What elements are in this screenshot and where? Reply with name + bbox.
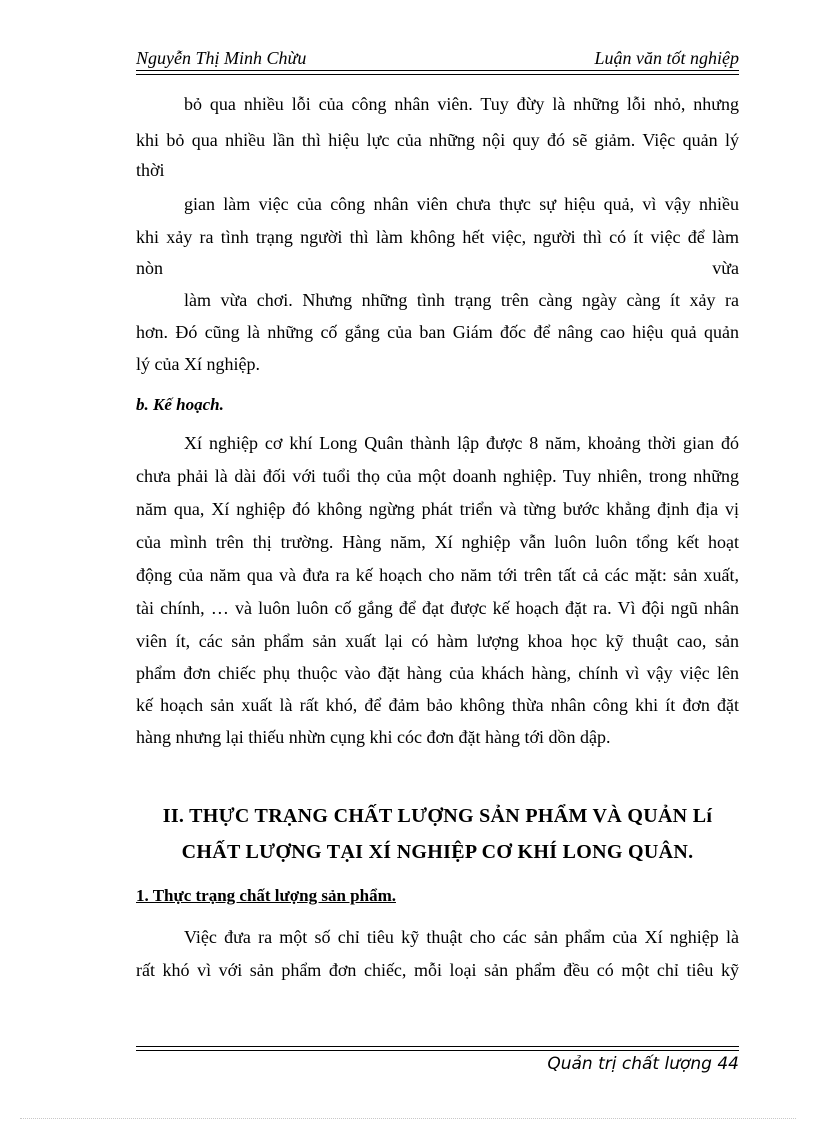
text-line: khi bỏ qua nhiều lần thì hiệu lực của những nội quy đó sẽ giảm. Việc quản lý [136, 130, 739, 150]
text-line: thời [136, 160, 165, 180]
text-line: hàng nhưng lại thiếu nhừn cụng khi cóc đơn đặt hàng tới dồn dập. [136, 727, 611, 747]
text-line-right: vừa [712, 258, 739, 278]
text-line: lý của Xí nghiệp. [136, 354, 260, 374]
page-header [136, 46, 739, 72]
sub-heading-quality-status: 1. Thực trạng chất lượng sản phẩm. [136, 886, 396, 905]
section-title-line-1: II. THỰC TRẠNG CHẤT LƯỢNG SẢN PHẨM VÀ QUẢN Lí [162, 805, 713, 827]
text-line: viên ít, các sản phẩm sản xuất lại có hàm lượng khoa học kỹ thuật cao, sản [136, 631, 739, 651]
text-line: của mình trên thị trường. Hàng năm, Xí nghiệp vẫn luôn luôn tổng kết hoạt [136, 532, 739, 552]
header-rule-secondary [136, 74, 739, 75]
text-line: khi xảy ra tình trạng người thì làm không hết việc, người thì có ít việc để làm [136, 227, 739, 247]
text-line: làm vừa chơi. Nhưng những tình trạng trên càng ngày càng ít xảy ra [184, 290, 739, 310]
text-line: bỏ qua nhiều lỗi của công nhân viên. Tuy đừy là những lỗi nhỏ, nhưng [184, 94, 739, 114]
page-footer: Quản trị chất lượng 44 [547, 1054, 739, 1074]
text-line: động của năm qua và đưa ra kế hoạch cho năm tới trên tất cả các mặt: sản xuất, [136, 565, 739, 585]
page-edge [20, 1118, 796, 1119]
text-line: hơn. Đó cũng là những cố gắng của ban Giám đốc để nâng cao hiệu quả quản [136, 322, 739, 342]
heading-plan: b. Kế hoạch. [136, 395, 224, 414]
text-line-left: nòn [136, 258, 163, 278]
text-line: rất khó vì với sản phẩm đơn chiếc, mỗi loại sản phẩm đều có một chỉ tiêu kỹ [136, 960, 739, 980]
section-title-line-2: CHẤT LƯỢNG TẠI XÍ NGHIỆP CƠ KHÍ LONG QUÂN. [181, 841, 694, 863]
text-line: tài chính, … và luôn luôn cố gắng để đạt được kế hoạch đặt ra. Vì đội ngũ nhân [136, 598, 739, 618]
text-line: Việc đưa ra một số chỉ tiêu kỹ thuật cho các sản phẩm của Xí nghiệp là [184, 927, 739, 947]
header-rule [136, 70, 739, 71]
text-line [136, 257, 739, 279]
text-line: phẩm đơn chiếc phụ thuộc vào đặt hàng của khách hàng, chính vì vậy việc lên [136, 663, 739, 683]
text-line: Xí nghiệp cơ khí Long Quân thành lập được 8 năm, khoảng thời gian đó [184, 433, 739, 453]
text-line: năm qua, Xí nghiệp đó không ngừng phát triển và từng bước khẳng định địa vị [136, 499, 739, 519]
text-line: gian làm việc của công nhân viên chưa thực sự hiệu quả, vì vậy nhiều [184, 194, 739, 214]
footer-rule [136, 1046, 739, 1047]
footer-rule-secondary [136, 1050, 739, 1051]
header-author: Nguyễn Thị Minh Chừu [136, 48, 307, 68]
header-thesis-title: Luận văn tốt nghiệp [594, 48, 739, 68]
text-line: kế hoạch sản xuất là rất khó, để đảm bảo không thừa nhân công khi ít đơn đặt [136, 695, 739, 715]
text-line: chưa phải là dài đối với tuổi thọ của một doanh nghiệp. Tuy nhiên, trong những [136, 466, 739, 486]
